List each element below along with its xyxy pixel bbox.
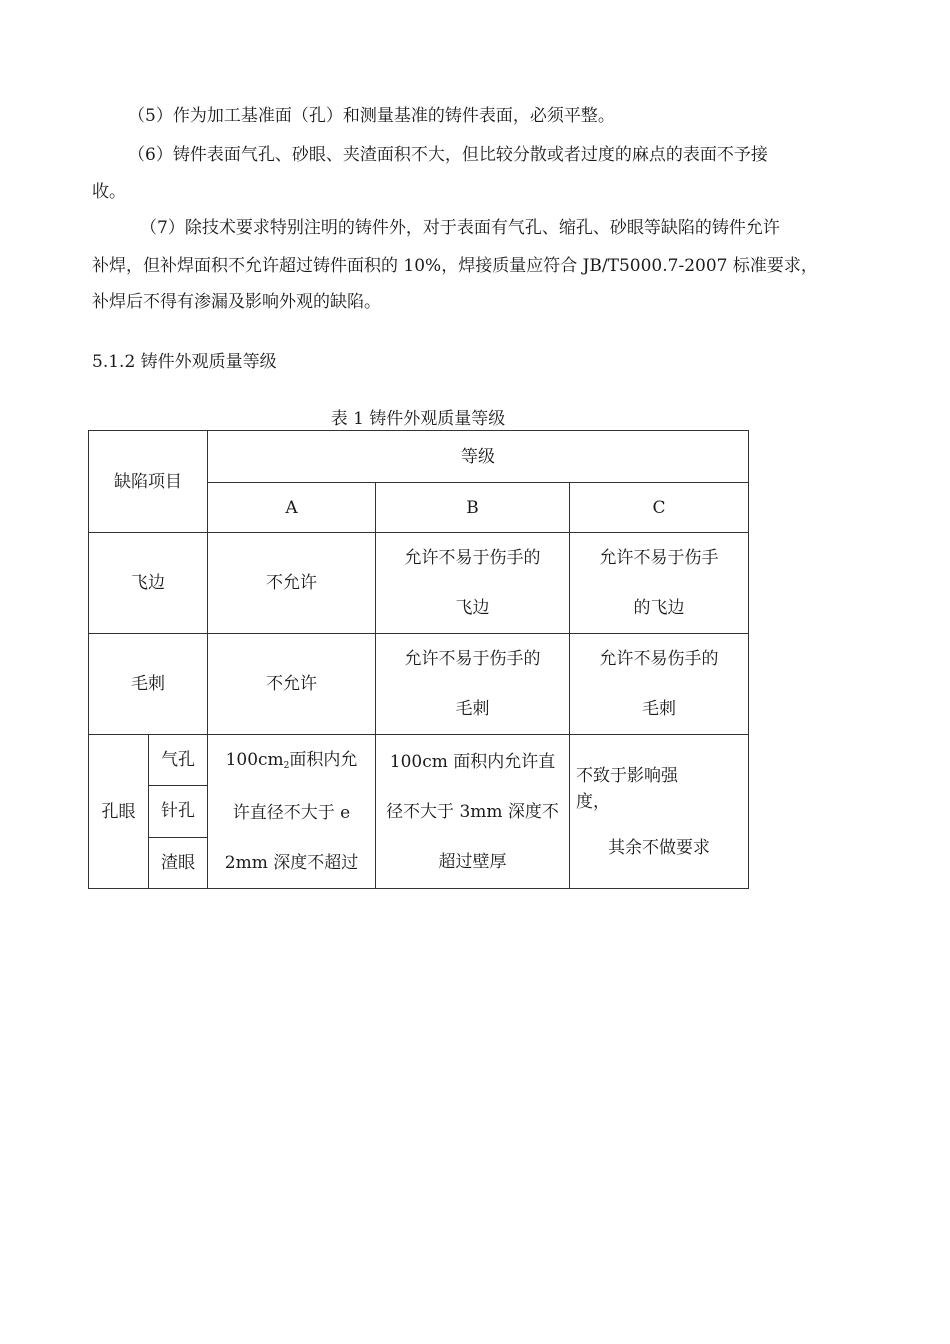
paragraph-item-7-line-2: 补焊，但补焊面积不允许超过铸件面积的 10%，焊接质量应符合 JB/T5000.7-2007 标准要求， [92, 256, 818, 276]
holes-grade-a-line-2: 许直径不大于 e [232, 803, 351, 823]
header-grade: 等级 [208, 431, 749, 483]
holes-grade-c-line-3: 其余不做要求 [608, 837, 710, 858]
burr-grade-b-line-1: 允许不易于伤手的 [404, 649, 541, 669]
flash-grade-c-line-1: 允许不易于伤手 [599, 548, 719, 568]
holes-grade-a [208, 735, 376, 889]
table-header-row-1 [89, 431, 749, 483]
casting-quality-grade-table [88, 430, 749, 889]
paragraph-item-6-line-2: 收。 [92, 182, 126, 202]
paragraph-item-7-line-1: （7）除技术要求特别注明的铸件外，对于表面有气孔、缩孔、砂眼等缺陷的铸件允许 [140, 218, 780, 238]
flash-grade-a: 不允许 [208, 533, 376, 634]
holes-grade-c [570, 735, 749, 889]
header-defect-item: 缺陷项目 [89, 431, 208, 533]
paragraph-item-6-line-1: （6）铸件表面气孔、砂眼、夹渣面积不大，但比较分散或者过度的麻点的表面不予接 [128, 145, 768, 165]
holes-grade-b [376, 735, 570, 889]
table-row-flash [89, 533, 749, 634]
holes-grade-b-line-3: 超过壁厚 [438, 851, 507, 872]
header-grade-b: B [376, 483, 570, 533]
row-label-flash: 飞边 [89, 533, 208, 634]
table-caption: 表 1 铸件外观质量等级 [330, 409, 506, 429]
holes-a-superscript: 2 [283, 761, 290, 771]
table-row-holes-gas [89, 735, 749, 786]
burr-grade-a: 不允许 [208, 634, 376, 735]
header-grade-a: A [208, 483, 376, 533]
paragraph-item-7-line-3: 补焊后不得有渗漏及影响外观的缺陷。 [92, 292, 381, 312]
holes-a-suffix: 面积内允 [289, 750, 358, 770]
burr-grade-c-line-2: 毛刺 [642, 699, 676, 719]
sub-label-pin-hole: 针孔 [149, 786, 208, 837]
holes-grade-b-line-2: 径不大于 3mm 深度不 [386, 801, 559, 822]
sub-label-gas-hole: 气孔 [149, 735, 208, 786]
row-label-holes: 孔眼 [89, 735, 149, 889]
holes-grade-c-line-1: 不致于影响强 [576, 765, 678, 786]
flash-grade-c-line-2: 的飞边 [633, 598, 685, 618]
table-row-burr [89, 634, 749, 735]
burr-grade-c [570, 634, 749, 735]
header-grade-c: C [570, 483, 749, 533]
holes-grade-a-line-1 [226, 750, 358, 770]
row-label-burr: 毛刺 [89, 634, 208, 735]
holes-grade-c-line-2: 度， [576, 791, 610, 812]
flash-grade-c [570, 533, 749, 634]
burr-grade-b [376, 634, 570, 735]
sub-label-slag-hole: 渣眼 [149, 837, 208, 888]
flash-grade-b-line-2: 飞边 [455, 598, 490, 618]
burr-grade-c-line-1: 允许不易伤手的 [599, 649, 719, 669]
holes-grade-a-line-3: 2mm 深度不超过 [224, 853, 359, 873]
holes-a-prefix: 100cm [225, 750, 284, 770]
burr-grade-b-line-2: 毛刺 [455, 699, 490, 719]
flash-grade-b [376, 533, 570, 634]
paragraph-item-5: （5）作为加工基准面（孔）和测量基准的铸件表面，必须平整。 [128, 106, 615, 126]
holes-grade-c-first [570, 763, 748, 815]
flash-grade-b-line-1: 允许不易于伤手的 [404, 548, 541, 568]
holes-grade-b-line-1: 100cm 面积内允许直 [389, 751, 556, 772]
section-heading: 5.1.2 铸件外观质量等级 [92, 352, 277, 372]
